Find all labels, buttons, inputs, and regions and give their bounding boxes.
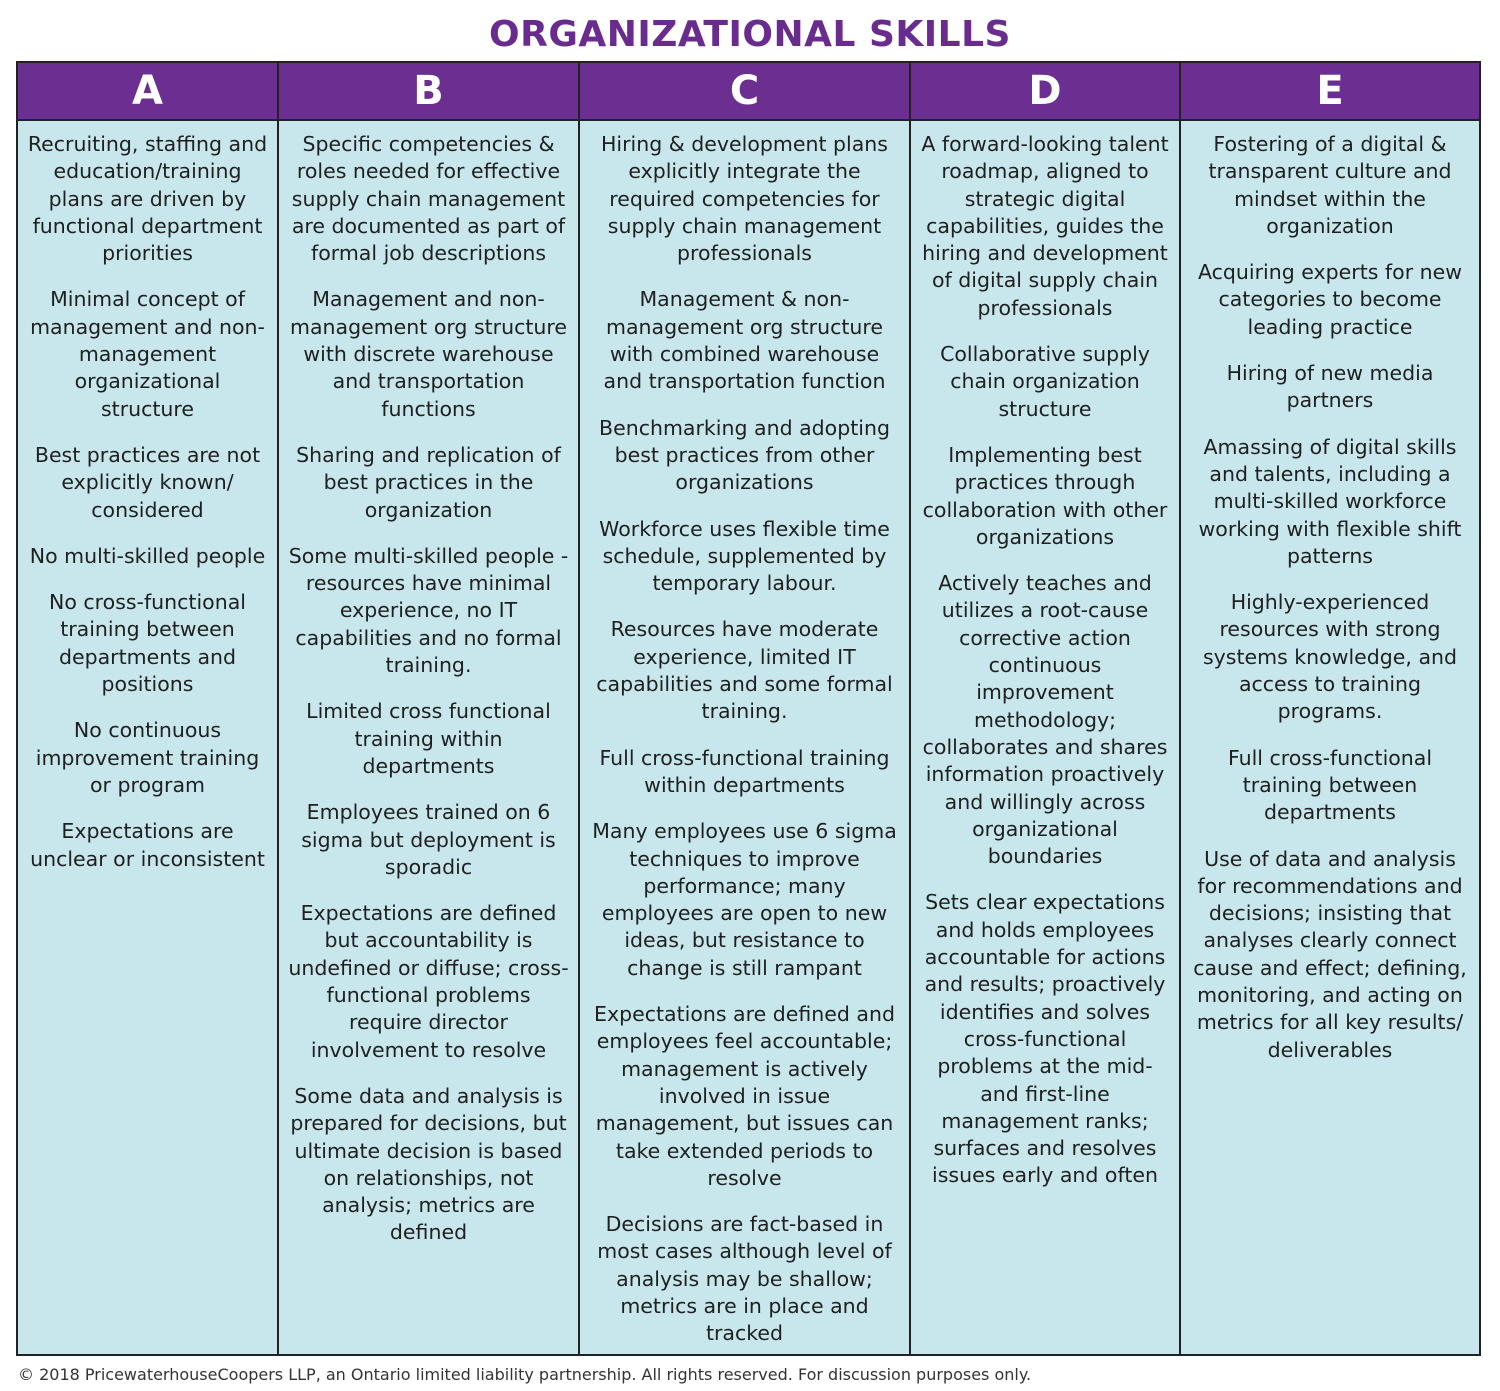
skills-table: [16, 61, 1481, 1356]
column-a: [18, 63, 277, 1354]
list-item: Decisions are fact-based in most cases although level of analysis may be shallow; metrics are in place and tracked: [597, 1212, 892, 1346]
list-item: Many employees use 6 sigma techniques to improve performance; many employees are open to new ideas, but resistance to change is still rampant: [592, 819, 897, 980]
list-item: Expectations are unclear or inconsistent: [30, 819, 265, 871]
list-item: Hiring of new media partners: [1226, 361, 1434, 413]
column-header-e: E: [1181, 63, 1479, 121]
column-c: [578, 63, 909, 1354]
list-item: Use of data and analysis for recommendations and decisions; insisting that analyses clearly connect cause and effect; defining, monitoring, and acting on metrics for all key results/ deliverables: [1193, 846, 1467, 1062]
list-item: Fostering of a digital & transparent culture and mindset within the organization: [1208, 132, 1452, 238]
column-body-a: [18, 121, 277, 1354]
column-e: [1179, 63, 1479, 1354]
list-item: Best practices are not explicitly known/ considered: [34, 442, 261, 522]
column-body-d: [911, 121, 1179, 1354]
list-item: Hiring & development plans explicitly integrate the required competencies for supply chain management professionals: [601, 132, 888, 266]
copyright-footer: © 2018 PricewaterhouseCoopers LLP, an Ontario limited liability partnership. All rights reserved. For discussion purposes only.: [18, 1365, 1032, 1384]
column-header-b: B: [279, 63, 578, 121]
list-item: No cross-functional training between departments and positions: [49, 590, 246, 697]
list-item: Acquiring experts for new categories to become leading practice: [1197, 260, 1463, 339]
list-item: No multi-skilled people: [29, 543, 266, 568]
list-item: Implementing best practices through collaboration with other organizations: [922, 442, 1168, 549]
list-item: Benchmarking and adopting best practices from other organizations: [599, 415, 890, 495]
list-item: Collaborative supply chain organization structure: [940, 342, 1150, 421]
list-item: No continuous improvement training or program: [35, 718, 260, 797]
column-header-d: D: [911, 63, 1179, 121]
list-item: Workforce uses flexible time schedule, supplemented by temporary labour.: [599, 516, 890, 596]
list-item: Minimal concept of management and non-management organizational structure: [30, 287, 265, 421]
list-item: Expectations are defined but accountability is undefined or diffuse; cross-functional problems require director involvement to resolve: [288, 901, 569, 1062]
list-item: Full cross-functional training between departments: [1227, 745, 1433, 825]
list-item: Specific competencies & roles needed for effective supply chain management are documented as part of formal job descriptions: [291, 132, 566, 266]
column-body-b: [279, 121, 578, 1354]
list-item: Management and non-management org structure with discrete warehouse and transportation functions: [289, 287, 567, 421]
list-item: Some data and analysis is prepared for decisions, but ultimate decision is based on relationships, not analysis; metrics are defined: [290, 1083, 567, 1245]
list-item: Amassing of digital skills and talents, including a multi-skilled workforce working with flexible shift patterns: [1198, 434, 1462, 568]
list-item: Sets clear expectations and holds employees accountable for actions and results; proactively identifies and solves cross-functional problems at the mid- and first-line management ranks; surfaces and resolves issues early and often: [924, 890, 1166, 1188]
column-d: [909, 63, 1179, 1354]
list-item: Limited cross functional training within departments: [306, 699, 551, 778]
list-item: Highly-experienced resources with strong systems knowledge, and access to training programs.: [1202, 590, 1458, 724]
list-item: Full cross-functional training within departments: [599, 745, 890, 797]
column-body-c: [580, 121, 909, 1367]
list-item: Management & non-management org structure with combined warehouse and transportation function: [603, 287, 886, 394]
column-header-a: A: [18, 63, 277, 121]
list-item: Recruiting, staffing and education/training plans are driven by functional department priorities: [27, 132, 268, 266]
list-item: Some multi-skilled people - resources have minimal experience, no IT capabilities and no formal training.: [288, 543, 569, 678]
list-item: Resources have moderate experience, limited IT capabilities and some formal training.: [596, 617, 893, 724]
column-body-e: [1181, 121, 1479, 1354]
list-item: Actively teaches and utilizes a root-cause corrective action continuous improvement methodology; collaborates and shares information proactively and willingly across organizational boundaries: [922, 571, 1168, 869]
column-b: [277, 63, 578, 1354]
page-title: ORGANIZATIONAL SKILLS: [489, 14, 1011, 55]
list-item: Expectations are defined and employees feel accountable; management is actively involved in issue management, but issues can take extended periods to resolve: [594, 1002, 895, 1190]
list-item: Employees trained on 6 sigma but deployment is sporadic: [301, 800, 556, 879]
column-header-c: C: [580, 63, 909, 121]
list-item: A forward-looking talent roadmap, aligned to strategic digital capabilities, guides the hiring and development of digital supply chain professionals: [921, 132, 1169, 320]
list-item: Sharing and replication of best practices in the organization: [296, 442, 561, 522]
